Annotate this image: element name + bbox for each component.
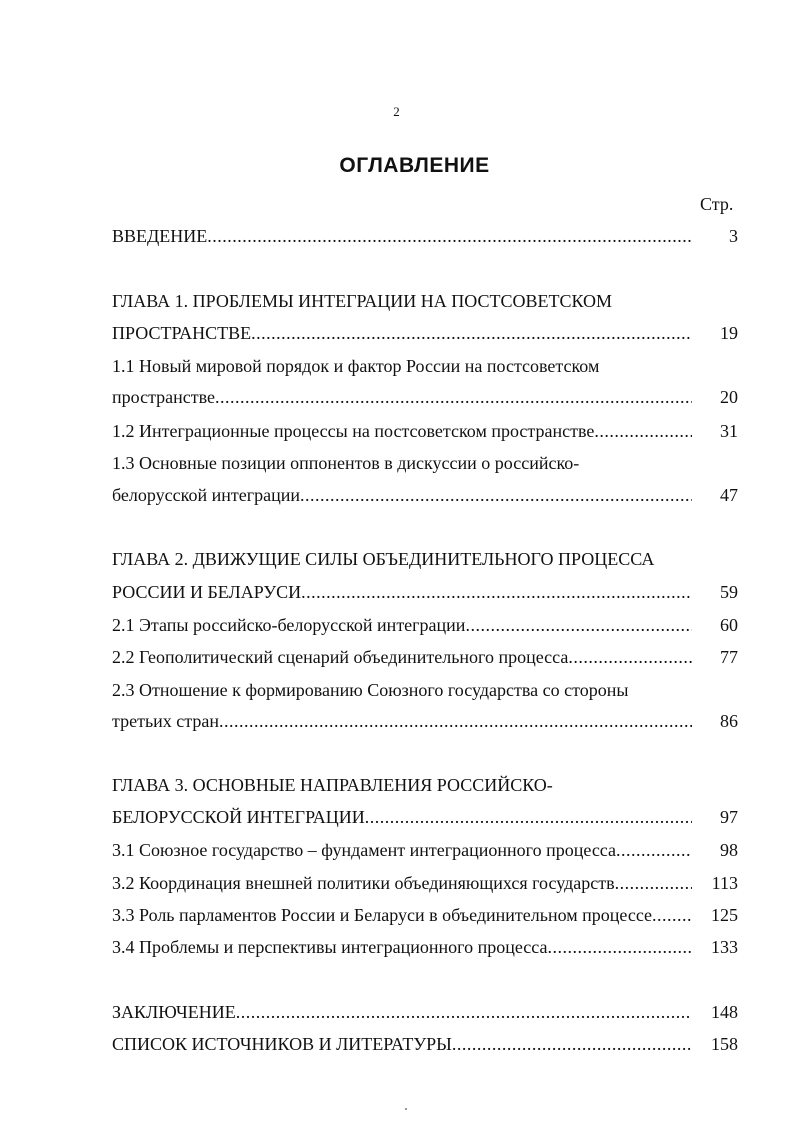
- toc-section-1-3[interactable]: [112, 484, 692, 506]
- toc-section-3-1[interactable]: [112, 839, 692, 861]
- toc-section-1-2[interactable]: [112, 420, 692, 442]
- toc-page-number: 20: [720, 387, 738, 407]
- toc-page-number: 97: [720, 807, 738, 827]
- toc-chapter-2[interactable]: [112, 581, 692, 603]
- toc-chapter-1[interactable]: [112, 322, 692, 344]
- toc-chapter-1-line1[interactable]: ГЛАВА 1. ПРОБЛЕМЫ ИНТЕГРАЦИИ НА ПОСТСОВЕТСКОМ: [112, 291, 613, 311]
- toc-page-number: 158: [711, 1034, 738, 1054]
- toc-entry-text: пространстве: [112, 387, 216, 407]
- toc-entry-text: 1.2 Интеграционные процессы на постсоветском пространстве: [112, 421, 595, 441]
- toc-section-1-3-line1[interactable]: 1.3 Основные позиции оппонентов в дискуссии о российско-: [112, 453, 580, 473]
- toc-entry-text: 3.1 Союзное государство – фундамент интеграционного процесса: [112, 840, 617, 860]
- page-column-label: Стр.: [700, 194, 734, 214]
- toc-section-2-3-line1[interactable]: 2.3 Отношение к формированию Союзного государства со стороны: [112, 680, 629, 700]
- toc-page-number: 47: [720, 485, 738, 505]
- toc-entry-text: РОССИИ И БЕЛАРУСИ: [112, 582, 302, 602]
- toc-section-2-2[interactable]: [112, 646, 692, 668]
- toc-entry-sources[interactable]: [112, 1033, 692, 1055]
- toc-page-number: 113: [711, 873, 738, 893]
- toc-section-3-2[interactable]: [112, 872, 692, 894]
- toc-page-number: 60: [720, 615, 738, 635]
- toc-chapter-2-line1[interactable]: ГЛАВА 2. ДВИЖУЩИЕ СИЛЫ ОБЪЕДИНИТЕЛЬНОГО ПРОЦЕССА: [112, 549, 655, 569]
- toc-entry-text: БЕЛОРУССКОЙ ИНТЕГРАЦИИ: [112, 807, 365, 827]
- toc-entry-text: белорусской интеграции: [112, 485, 300, 505]
- toc-entry-text: 3.2 Координация внешней политики объединяющихся государств: [112, 873, 615, 893]
- toc-chapter-3[interactable]: [112, 806, 692, 828]
- toc-page-number: 59: [720, 582, 738, 602]
- toc-entry-text: ПРОСТРАНСТВЕ: [112, 323, 252, 343]
- toc-section-2-1[interactable]: [112, 614, 692, 636]
- toc-page-number: 148: [711, 1002, 738, 1022]
- toc-entry-intro[interactable]: [112, 225, 692, 247]
- toc-section-1-1[interactable]: [112, 386, 692, 408]
- page-number: 2: [393, 104, 400, 119]
- toc-page-number: 77: [720, 647, 738, 667]
- toc-entry-text: ВВЕДЕНИЕ: [112, 226, 208, 246]
- toc-page-number: 125: [711, 905, 738, 925]
- toc-entry-text: 3.4 Проблемы и перспективы интеграционного процесса: [112, 937, 548, 957]
- toc-page-number: 133: [711, 937, 738, 957]
- toc-entry-text: 3.3 Роль парламентов России и Беларуси в объединительном процессе: [112, 905, 653, 925]
- toc-page-number: 3: [729, 226, 738, 246]
- toc-section-2-3[interactable]: [112, 710, 692, 732]
- toc-entry-text: 2.1 Этапы российско-белорусской интеграции: [112, 615, 466, 635]
- toc-page-number: 31: [720, 421, 738, 441]
- scan-speck: [405, 1108, 407, 1110]
- toc-entry-text: 2.2 Геополитический сценарий объединительного процесса: [112, 647, 569, 667]
- toc-page-number: 86: [720, 711, 738, 731]
- toc-entry-text: третьих стран: [112, 711, 219, 731]
- toc-section-3-4[interactable]: [112, 936, 692, 958]
- page-title: ОГЛАВЛЕНИЕ: [339, 154, 490, 177]
- toc-entry-text: ЗАКЛЮЧЕНИЕ: [112, 1002, 236, 1022]
- toc-entry-text: СПИСОК ИСТОЧНИКОВ И ЛИТЕРАТУРЫ: [112, 1034, 452, 1054]
- toc-chapter-3-line1[interactable]: ГЛАВА 3. ОСНОВНЫЕ НАПРАВЛЕНИЯ РОССИЙСКО-: [112, 775, 553, 795]
- toc-page-number: 19: [720, 323, 738, 343]
- toc-entry-conclusion[interactable]: [112, 1001, 692, 1023]
- toc-section-3-3[interactable]: [112, 904, 692, 926]
- toc-page-number: 98: [720, 840, 738, 860]
- toc-section-1-1-line1[interactable]: 1.1 Новый мировой порядок и фактор России на постсоветском: [112, 356, 600, 376]
